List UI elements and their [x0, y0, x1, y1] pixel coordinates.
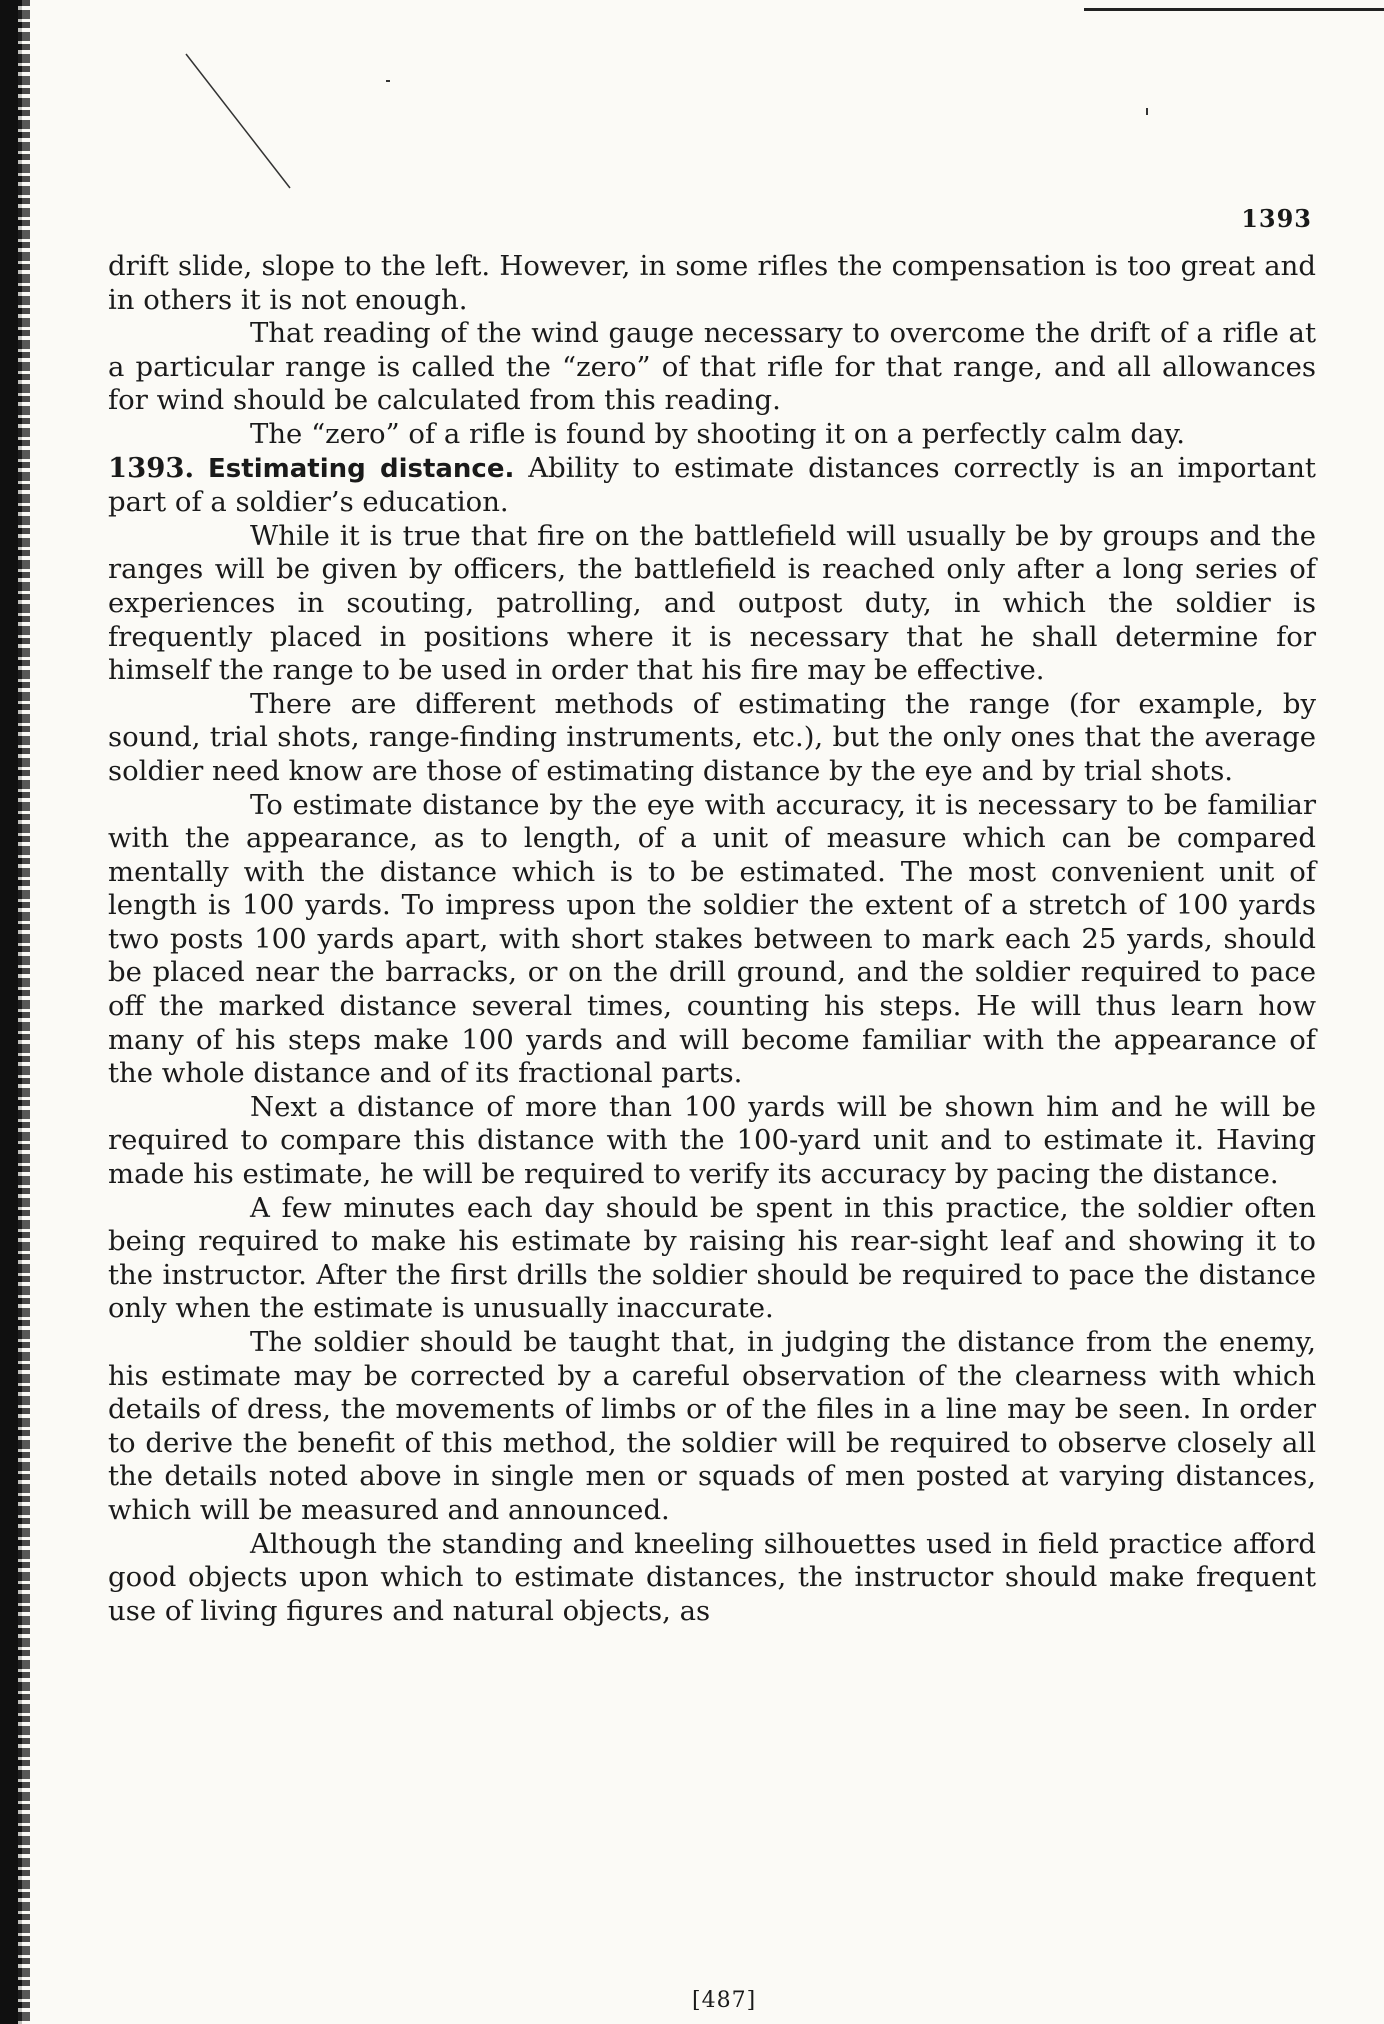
page-number: 1393	[1241, 204, 1312, 233]
paragraph: There are different methods of estimating the range (for example, by sound, trial shots, range-finding instruments, etc.), but the only ones that the average soldier need know are those of estimating distance by the eye and by trial shots.	[108, 687, 1316, 787]
paragraph: Next a distance of more than 100 yards will be shown him and he will be required to compare this distance with the 100-yard unit and to estimate it. Having made his estimate, he will be required to verify its accuracy by pacing the distance.	[108, 1090, 1316, 1191]
footer-page-number: [487]	[692, 1988, 757, 2013]
top-rule	[1084, 8, 1384, 11]
scan-binding-texture	[18, 0, 30, 2024]
paragraph: The soldier should be taught that, in judging the distance from the enemy, his estimate may be corrected by a careful observation of the clearness with which details of dress, the movements of limbs or of the files in a line may be seen. In order to derive the benefit of this method, the soldier will be required to observe closely all the details noted above in single men or squads of men posted at varying distances, which will be measured and announced.	[108, 1326, 1316, 1526]
paragraph: drift slide, slope to the left. However, in some rifles the compensation is too great and in others it is not enough.	[108, 250, 1316, 316]
paragraph: That reading of the wind gauge necessary to overcome the drift of a rifle at a particular range is called the “zero” of that rifle for that range, and all allowances for wind should be calculated from this reading.	[108, 317, 1316, 417]
stray-speck	[1146, 108, 1148, 115]
stray-speck	[386, 80, 390, 82]
section-title: Estimating distance.	[208, 453, 515, 484]
stray-pencil-mark	[180, 48, 300, 198]
paragraph: While it is true that fire on the battlefield will usually be by groups and the ranges will be given by officers, the battlefield is reached only after a long series of experiences in scouting, patrolling, and outpost duty, in which the soldier is frequently placed in positions where it is necessary that he shall determine for himself the range to be used in order that his fire may be effective.	[108, 519, 1316, 687]
paragraph: The “zero” of a rifle is found by shooting it on a perfectly calm day.	[250, 417, 1185, 450]
section-text: Ability to estimate distances correctly is an important part of a soldier’s education.	[108, 451, 1316, 519]
body-text	[108, 250, 1316, 1628]
paragraph: Although the standing and kneeling silhouettes used in field practice afford good objects upon which to estimate distances, the instructor should make frequent use of living figures and natural objects, as	[108, 1527, 1316, 1627]
section-paragraph	[108, 452, 1316, 520]
paragraph: A few minutes each day should be spent in this practice, the soldier often being required to make his estimate by raising his rear-sight leaf and showing it to the instructor. After the first drills the soldier should be required to pace the distance only when the estimate is unusually inaccurate.	[108, 1191, 1316, 1325]
section-number: 1393.	[108, 451, 195, 484]
paragraph: To estimate distance by the eye with accuracy, it is necessary to be familiar with the appearance, as to length, of a unit of measure which can be compared mentally with the distance which is to be estimated. The most convenient unit of length is 100 yards. To impress upon the soldier the extent of a stretch of 100 yards two posts 100 yards apart, with short stakes between to mark each 25 yards, should be placed near the barracks, or on the drill ground, and the soldier required to pace off the marked distance several times, counting his steps. He will thus learn how many of his steps make 100 yards and will become familiar with the appearance of the whole distance and of its fractional parts.	[108, 788, 1316, 1090]
